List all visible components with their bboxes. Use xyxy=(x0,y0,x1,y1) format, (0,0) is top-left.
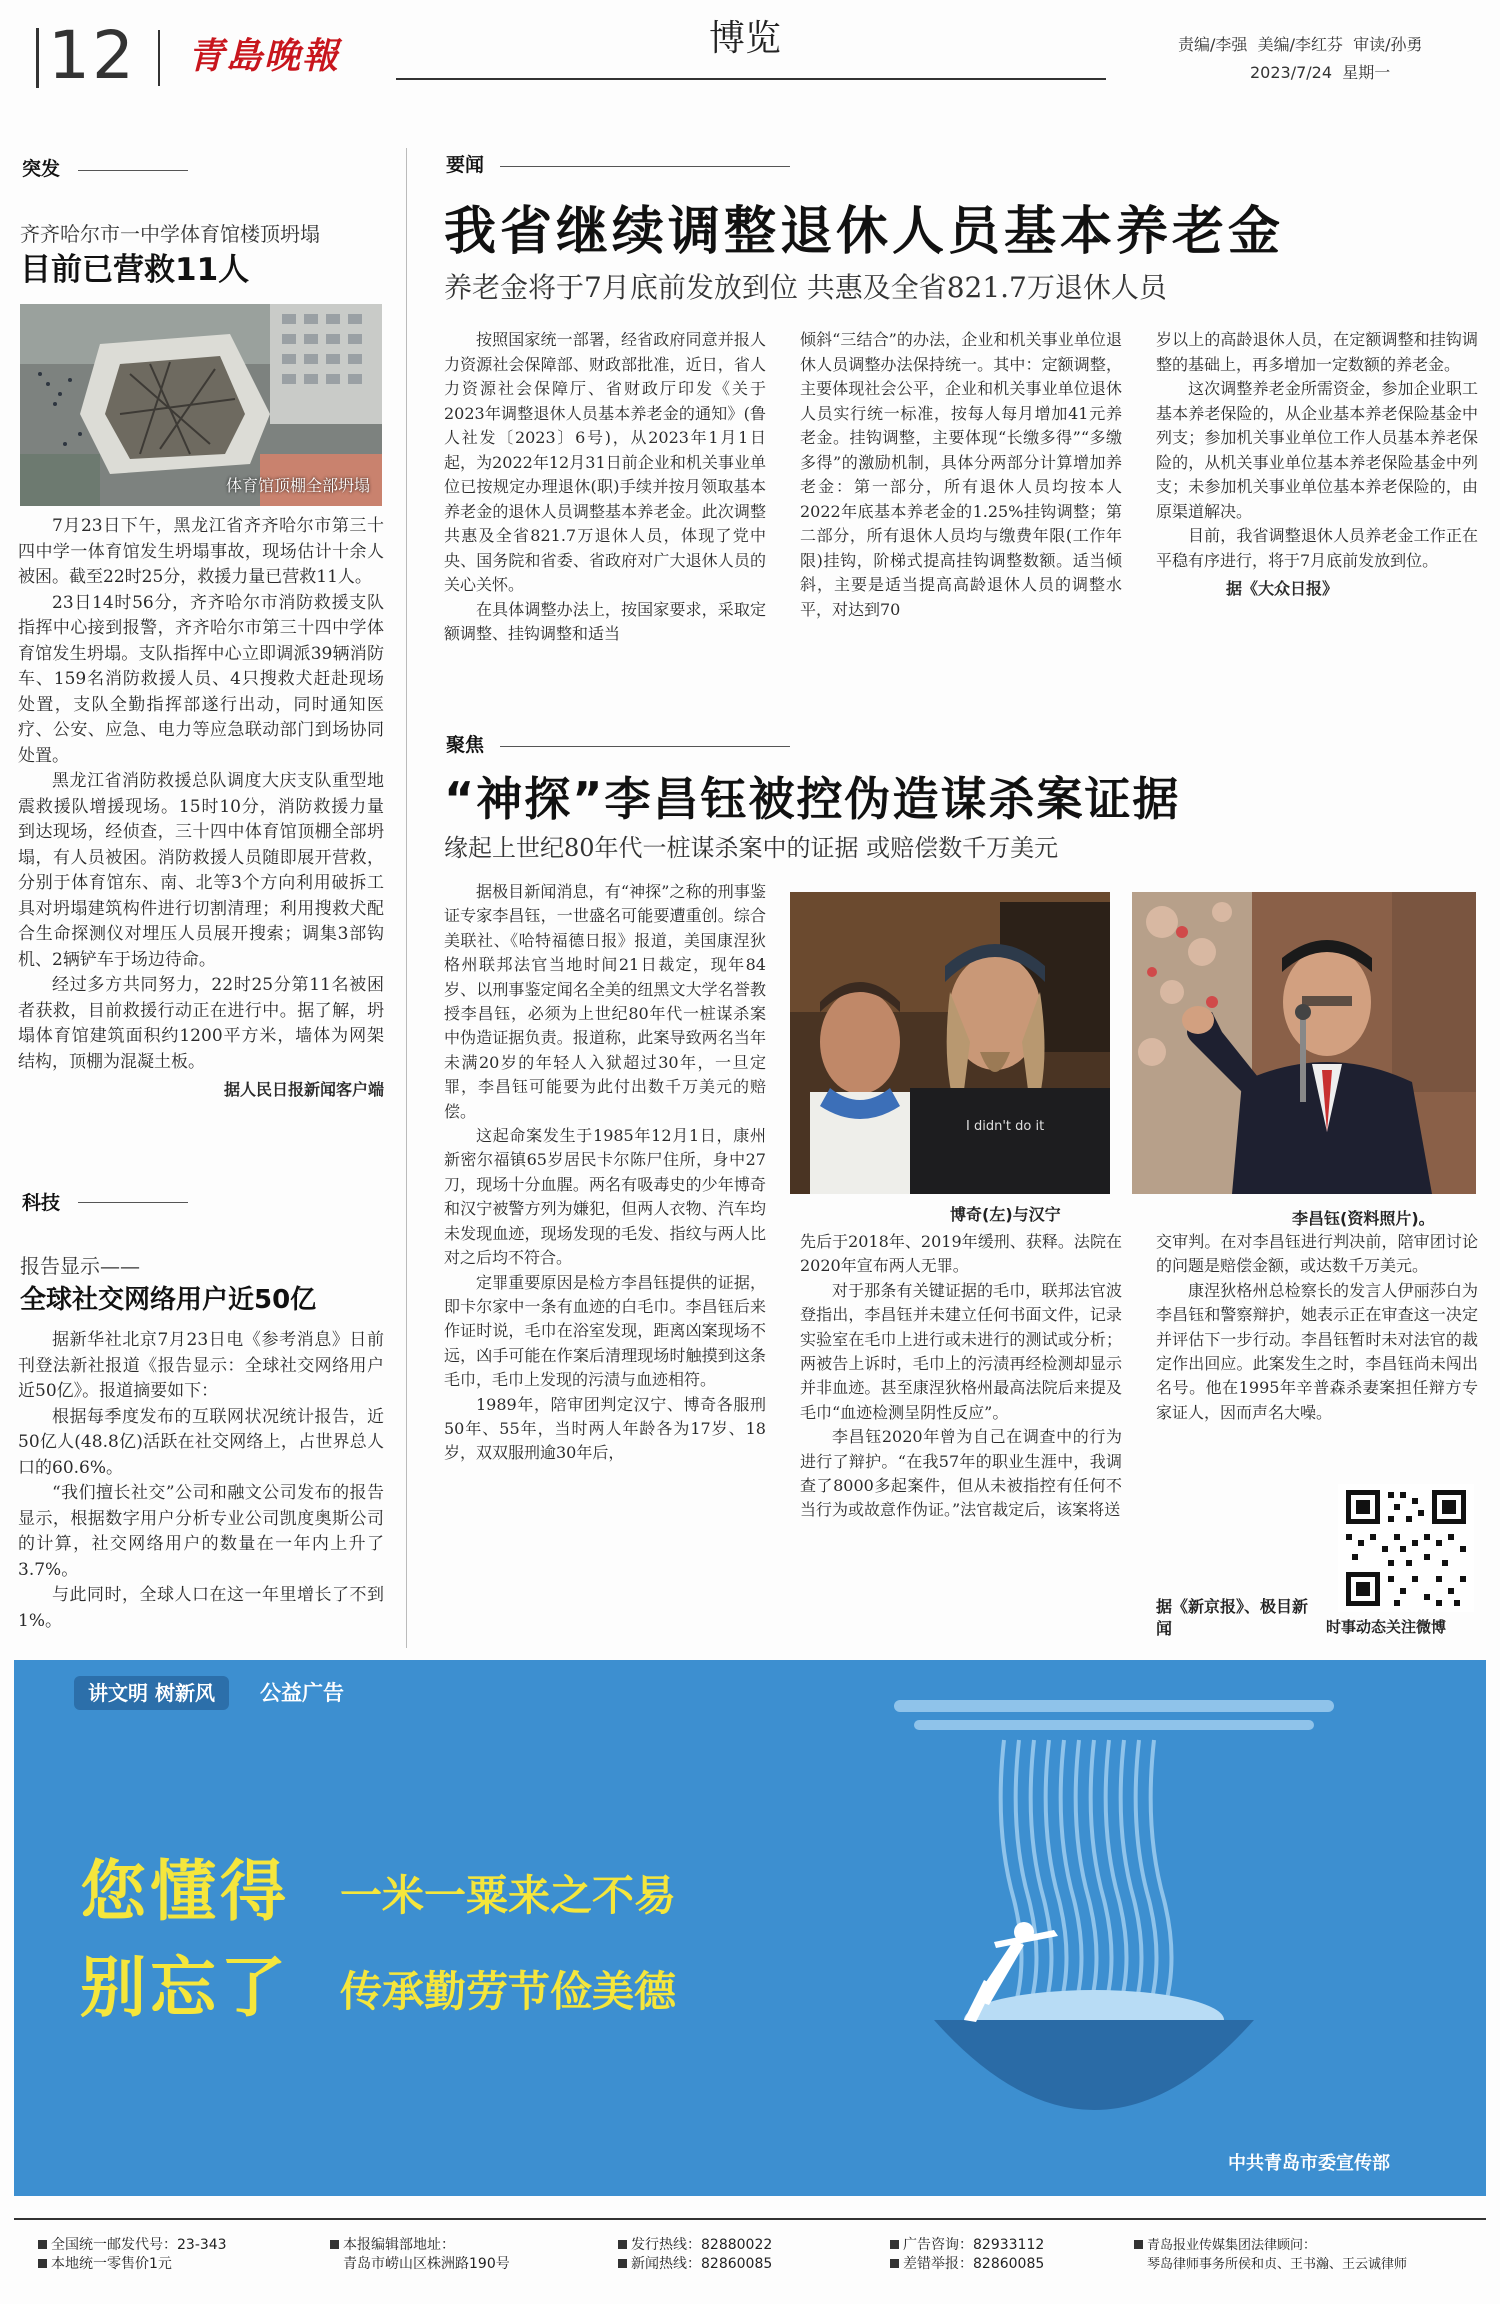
paragraph: 在具体调整办法上，按国家要求，采取定额调整、挂钩调整和适当 xyxy=(444,599,766,643)
masthead-left-bar xyxy=(36,28,39,88)
footer-rule xyxy=(14,2218,1486,2220)
footer-line: 发行热线：82880022 xyxy=(618,2236,878,2255)
ad-sponsor: 中共青岛市委宣传部 xyxy=(1228,2153,1390,2174)
ad-slogan-1-small: 一米一粟来之不易 xyxy=(340,1871,677,1920)
paragraph: 康涅狄格州总检察长的发言人伊丽莎白为李昌钰和警察辩护，她表示正在审查这一决定并评估下一步行动。李昌钰暂时未对法官的裁定作出回应。此案发生之时，李昌钰尚未闯出名号。他在1995年辛普森杀妻案担任辩方专家证人，因而声名大噪。 xyxy=(1156,1280,1478,1422)
footer-line: 本报编辑部地址： xyxy=(330,2236,600,2255)
section-label-breaking: 突发 xyxy=(22,158,61,180)
photo-birch-henning xyxy=(790,892,1110,1194)
photo-caption-birch-henning: 博奇(左)与汉宁 xyxy=(950,1205,1061,1224)
pension-col-2 xyxy=(800,328,1122,622)
paragraph: 经过多方共同努力，22时25分第11名被困者获救，目前救援行动正在进行中。据了解，坍塌体育馆建筑面积约1200平方米，墙体为网架结构，顶棚为混凝土板。 xyxy=(18,975,384,1072)
footer-col-postal xyxy=(38,2236,308,2274)
bullet-square-icon xyxy=(38,2240,47,2249)
section-rule xyxy=(78,1202,188,1203)
paragraph: 据新华社北京7月23日电《参考消息》日前刊登法新社报道《报告显示：全球社交网络用户近50亿》。报道摘要如下： xyxy=(18,1330,384,1401)
footer-line: 琴岛律师事务所侯和贞、王书瀚、王云诚律师 xyxy=(1147,2257,1408,2272)
story-credit: 据《大众日报》 xyxy=(1226,579,1339,598)
collapse-photo-caption: 体育馆顶棚全部坍塌 xyxy=(225,476,370,495)
paragraph: 按照国家统一部署，经省政府同意并报人力资源社会保障部、财政部批准，近日，省人力资源社会保障厅、省财政厅印发《关于2023年调整退休人员基本养老金的通知》(鲁人社发〔2023〕6号)，从2023年1月1日起，为2022年12月31日前企业和机关事业单位已按规定办理退休(职)手续并按月领取基本养老金的退休人员调整基本养老金。此次调整共惠及全省821.7万退休人员，体现了党中央、国务院和省委、省政府对广大退休人员的关心关怀。 xyxy=(444,330,766,594)
footer-col-distribution xyxy=(618,2236,878,2274)
section-label-tech: 科技 xyxy=(22,1192,61,1214)
story-kicker: 齐齐哈尔市一中学体育馆楼顶坍塌 xyxy=(20,222,320,246)
qr-code-caption: 时事动态关注微博 xyxy=(1326,1618,1447,1636)
paragraph: 李昌钰2020年曾为自己在调查中的行为进行了辩护。“在我57年的职业生涯中，我调查了8000多起案件，但从未被指控有任何不当行为或故意作伪证。”法官裁定后，该案将送 xyxy=(800,1427,1122,1520)
focus-col-3 xyxy=(1156,1230,1478,1425)
breaking-news-story xyxy=(18,148,386,1163)
pension-news-story xyxy=(438,148,1488,708)
paragraph: 1989年，陪审团判定汉宁、博奇各服刑50年、55年，当时两人年龄各为17岁、18岁，双双服刑逾30年后， xyxy=(444,1394,766,1463)
tech-news-story xyxy=(18,1188,386,1648)
qr-code-graphic xyxy=(1338,1484,1474,1612)
footer-line: 广告咨询：82933112 xyxy=(890,2236,1130,2255)
photo-birch-henning-illustration xyxy=(790,892,1110,1194)
section-title: 博览 xyxy=(708,18,781,59)
paragraph: 根据每季度发布的互联网状况统计报告，近50亿人(48.8亿)活跃在社交网络上，占世界总人口的60.6%。 xyxy=(18,1406,384,1478)
ad-slogan-2-big: 别忘了 xyxy=(80,1949,290,2026)
ad-slogan-2-small: 传承勤劳节俭美德 xyxy=(340,1967,677,2016)
bullet-square-icon xyxy=(38,2259,47,2268)
story-subhead: 缘起上世纪80年代一桩谋杀案中的证据 或赔偿数千万美元 xyxy=(444,834,1059,862)
bullet-square-icon xyxy=(618,2240,627,2249)
page-number: 12 xyxy=(48,17,136,94)
paragraph: 目前，我省调整退休人员养老金工作正在平稳有序进行，将于7月底前发放到位。 xyxy=(1156,526,1478,570)
pension-col-1 xyxy=(444,328,766,647)
paragraph: “我们擅长社交”公司和融文公司发布的报告显示，根据数字用户分析专业公司凯度奥斯公司的计算，社交网络用户的数量在一年内上升了3.7%。 xyxy=(18,1483,384,1580)
shirt-text: I didn't do it xyxy=(966,1119,1045,1134)
paper-name: 青島晚報 xyxy=(188,35,341,77)
ad-tag-public: 公益广告 xyxy=(260,1681,344,1705)
story-subhead: 养老金将于7月底前发放到位 共惠及全省821.7万退休人员 xyxy=(444,271,1167,304)
story-credit: 据《新京报》、极目新闻 xyxy=(1156,1597,1309,1638)
story-headline: 全球社交网络用户近50亿 xyxy=(20,1285,317,1315)
photo-henry-lee xyxy=(1132,892,1476,1194)
story-credit: 据人民日报新闻客户端 xyxy=(223,1080,384,1099)
ad-slogan-1-big: 您懂得 xyxy=(80,1853,290,1930)
focus-col-1 xyxy=(444,880,766,1466)
header-rule xyxy=(396,78,1106,80)
paragraph: 交审判。在对李昌钰进行判决前，陪审团讨论的问题是赔偿金额，或达数千万美元。 xyxy=(1156,1232,1478,1276)
footer xyxy=(14,2232,1486,2288)
noodle-bowl-illustration xyxy=(854,1680,1334,2160)
section-rule xyxy=(500,166,790,167)
paragraph: 对于那条有关键证据的毛巾，联邦法官波登指出，李昌钰并未建立任何书面文件，记录实验室在毛巾上进行或未进行的测试或分析；两被告上诉时，毛巾上的污渍再经检测却显示并非血迹。甚至康涅狄格州最高法院后来提及毛巾“血迹检测呈阴性反应”。 xyxy=(800,1280,1122,1422)
focus-news-story xyxy=(438,728,1488,1648)
footer-line: 青岛市崂山区株洲路190号 xyxy=(343,2256,510,2272)
bullet-square-icon xyxy=(330,2240,339,2249)
footer-col-address xyxy=(330,2236,600,2274)
footer-line: 全国统一邮发代号：23-343 xyxy=(38,2236,308,2255)
section-label-focus: 聚焦 xyxy=(446,734,485,756)
bullet-square-icon xyxy=(618,2259,627,2268)
public-service-ad xyxy=(14,1660,1486,2196)
photo-henry-lee-illustration xyxy=(1132,892,1476,1194)
footer-col-ads xyxy=(890,2236,1130,2274)
paragraph: 先后于2018年、2019年缓刑、获释。法院在2020年宣布两人无罪。 xyxy=(800,1232,1122,1276)
bullet-square-icon xyxy=(890,2259,899,2268)
collapse-photo xyxy=(20,304,382,506)
story-headline: 目前已营救11人 xyxy=(20,252,250,288)
column-divider xyxy=(406,148,407,1648)
bullet-square-icon xyxy=(1134,2240,1143,2249)
qr-code[interactable] xyxy=(1338,1484,1474,1612)
paragraph: 岁以上的高龄退休人员，在定额调整和挂钩调整的基础上，再多增加一定数额的养老金。 xyxy=(1156,330,1478,374)
footer-col-legal xyxy=(1134,2236,1484,2274)
story-headline: “神探”李昌钰被控伪造谋杀案证据 xyxy=(444,772,1181,826)
breaking-story-body xyxy=(18,514,384,1103)
footer-line: 本地统一零售价1元 xyxy=(38,2255,308,2274)
photo-caption-henry-lee: 李昌钰(资料照片)。 xyxy=(1292,1209,1435,1228)
paragraph: 黑龙江省消防救援总队调度大庆支队重型地震救援队增援现场。15时10分，消防救援力量到达现场，经侦查，三十四中体育馆顶棚全部坍塌，有人员被困。消防救援人员随即展开营救，分别于体育馆东、南、北等3个方向利用破拆工具对坍塌建筑构件进行切割清理；利用搜救犬配合生命探测仪对埋压人员展开搜索；调集3部钩机、2辆铲车于场边待命。 xyxy=(18,771,384,970)
story-kicker: 报告显示—— xyxy=(20,1254,140,1278)
paragraph: 这次调整养老金所需资金，参加企业职工基本养老保险的，从企业基本养老保险基金中列支；参加机关事业单位工作人员基本养老保险的，从机关事业单位基本养老保险基金中列支；未参加机关事业单位基本养老保险的，由原渠道解决。 xyxy=(1156,379,1478,521)
paragraph: 定罪重要原因是检方李昌钰提供的证据，即卡尔家中一条有血迹的白毛巾。李昌钰后来作证时说，毛巾在浴室发现，距离凶案现场不远，凶手可能在作案后清理现场时触摸到这条毛巾，毛巾上发现的污渍与血迹相符。 xyxy=(444,1272,766,1390)
masthead xyxy=(0,0,1500,100)
paragraph: 这起命案发生于1985年12月1日，康州新密尔福镇65岁居民卡尔陈尸住所，身中27刀，现场十分血腥。两名有吸毒史的少年博奇和汉宁被警方列为嫌犯，但两人衣物、汽车均未发现血迹，现场发现的毛发、指纹与两人比对之后均不符合。 xyxy=(444,1126,766,1268)
bullet-square-icon xyxy=(890,2240,899,2249)
paragraph: 7月23日下午，黑龙江省齐齐哈尔市第三十四中学一体育馆发生坍塌事故，现场估计十余人被困。截至22时25分，救援力量已营救11人。 xyxy=(18,516,384,587)
ad-tag-civility xyxy=(74,1676,229,1710)
story-headline: 我省继续调整退休人员基本养老金 xyxy=(444,202,1285,262)
paragraph: 与此同时，全球人口在这一年里增长了不到1%。 xyxy=(18,1585,384,1631)
footer-line: 青岛报业传媒集团法律顾问： xyxy=(1134,2236,1484,2255)
focus-col-2 xyxy=(800,1230,1122,1523)
paragraph: 倾斜“三结合”的办法，企业和机关事业单位退休人员调整办法保持统一。其中：定额调整，主要体现社会公平，企业和机关事业单位退休人员实行统一标准，按每人每月增加41元养老金。挂钩调整，主要体现“长缴多得”“多缴多得”的激励机制，具体分两部分计算增加养老金：第一部分，所有退休人员均按本人2022年底基本养老金的1.25%挂钩调整；第二部分，所有退休人员均与缴费年限(工作年限)挂钩，阶梯式提高挂钩调整数额。适当倾斜，主要是适当提高高龄退休人员的调整水平，对达到70 xyxy=(800,330,1122,619)
paragraph: 据极目新闻消息，有“神探”之称的刑事鉴证专家李昌钰，一世盛名可能要遭重创。综合美联社、《哈特福德日报》报道，美国康涅狄格州联邦法官当地时间21日裁定，现年84岁、以刑事鉴定闻名全美的纽黑文大学名誉教授李昌钰，必须为上世纪80年代一桩谋杀案中伪造证据负责。报道称，此案导致两名当年未满20岁的年轻人入狱超过30年，一旦定罪，李昌钰可能要为此付出数千万美元的赔偿。 xyxy=(444,882,766,1121)
pension-col-3 xyxy=(1156,328,1478,602)
masthead-divider xyxy=(158,30,160,86)
section-rule xyxy=(500,746,790,747)
section-rule xyxy=(78,170,188,171)
issue-date: 2023/7/24 星期一 xyxy=(1250,63,1391,82)
section-label-pension: 要闻 xyxy=(446,154,485,176)
paragraph: 23日14时56分，齐齐哈尔市消防救援支队指挥中心接到报警，齐齐哈尔市第三十四中学体育馆发生坍塌。支队指挥中心立即调派39辆消防车、159名消防救援人员、4只搜救犬赶赴现场处置，支队全勤指挥部遂行出动，同时通知医疗、公安、应急、电力等应急联动部门到场协同处置。 xyxy=(18,592,384,766)
footer-line: 新闻热线：82860085 xyxy=(618,2255,878,2274)
editors-line: 责编/李强 美编/李红芬 审读/孙勇 xyxy=(1178,35,1423,54)
tech-story-body xyxy=(18,1328,384,1634)
footer-line: 差错举报：82860085 xyxy=(890,2255,1130,2274)
ad-tag-civility-text: 讲文明 树新风 xyxy=(88,1681,215,1705)
